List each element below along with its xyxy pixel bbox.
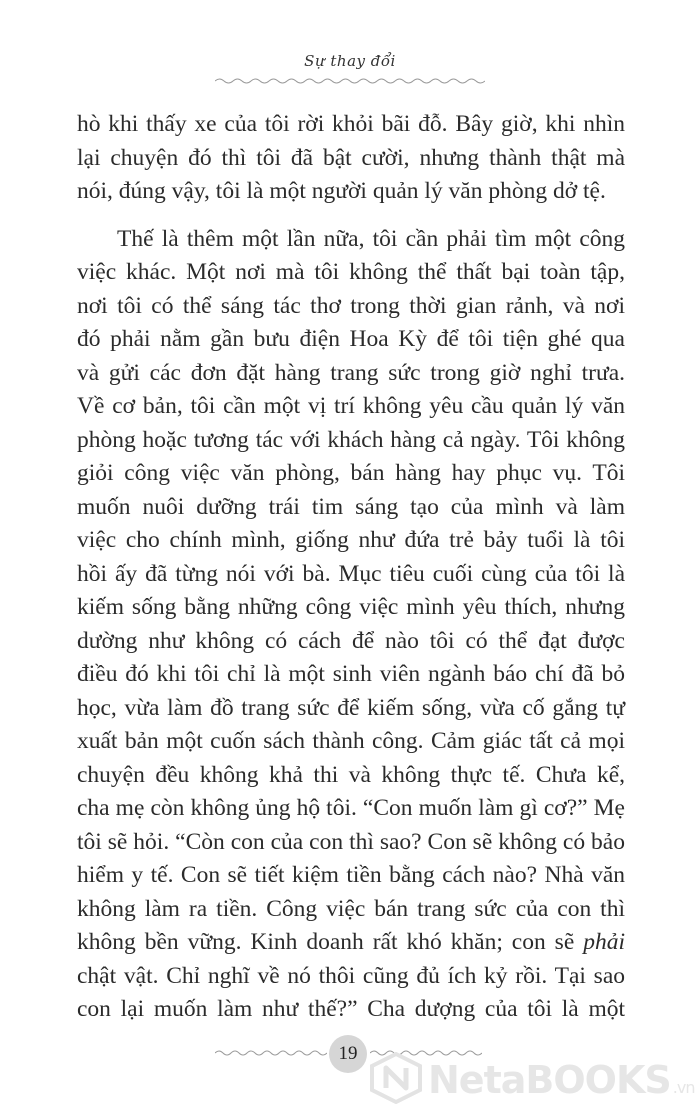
page-number: 19 [329, 1035, 367, 1073]
text-line: việc khác. Một nơi mà tôi không thể thất bại toàn tập, [77, 259, 625, 285]
text-line: chuyện đều không khả thi và không thực tế. Chưa kể, [77, 761, 625, 788]
header-wave-ornament [215, 76, 485, 86]
text-line: việc cho chính mình, giống như đứa trẻ bảy tuổi là tôi [77, 527, 625, 553]
text-line: Thế là thêm một lần nữa, tôi cần phải tìm một công [117, 225, 625, 252]
paragraph-1 [77, 108, 625, 209]
text-segment: không bền vững. Kinh doanh rất khó khăn; con sẽ [77, 929, 575, 955]
text-line: nói, đúng vậy, tôi là một người quản lý văn phòng dở tệ. [77, 178, 606, 204]
text-line: không làm ra tiền. Công việc bán trang sức của con thì [77, 895, 625, 922]
text-line: muốn nuôi dưỡng trái tim sáng tạo của mình và làm [77, 493, 625, 520]
text-line-with-italic [77, 926, 625, 960]
text-line: con lại muốn làm như thế?” Cha dượng của tôi là một [77, 996, 625, 1022]
text-line: tôi sẽ hỏi. “Còn con của con thì sao? Con sẽ không có bảo [77, 828, 625, 855]
running-title: Sự thay đổi [304, 52, 396, 70]
logo-wordmark: NetaBOOKS .vn [428, 1058, 695, 1102]
text-line: hiểm y tế. Con sẽ tiết kiệm tiền bằng cách nào? Nhà văn [77, 862, 625, 888]
text-line: dường như không có cách để nào tôi có thể đạt được [77, 627, 625, 654]
text-line: nơi tôi có thể sáng tác thơ trong thời gian rảnh, và nơi [77, 292, 625, 319]
text-line: giỏi công việc văn phòng, bán hàng hay phục vụ. Tôi [77, 460, 625, 486]
text-line: kiếm sống bằng những công việc mình yêu thích, nhưng [77, 594, 625, 620]
footer-wave-left-ornament [215, 1048, 327, 1058]
text-line: và gửi các đơn đặt hàng trang sức trong giờ nghỉ trưa. [77, 359, 625, 386]
text-line: lại chuyện đó thì tôi đã bật cười, nhưng thành thật mà [77, 144, 625, 171]
text-line: phòng hoặc tương tác với khách hàng cả ngày. Tôi không [77, 426, 625, 453]
text-line: điều đó khi tôi chỉ là một sinh viên ngành báo chí đã bỏ [77, 661, 625, 687]
text-line: chật vật. Chỉ nghĩ về nó thôi cũng đủ ích kỷ rồi. Tại sao [77, 962, 625, 989]
italic-word: phải [583, 929, 625, 955]
text-line: xuất bản một cuốn sách thành công. Cảm giác tất cả mọi [77, 728, 625, 754]
text-line: hò khi thấy xe của tôi rời khỏi bãi đỗ. Bây giờ, khi nhìn [77, 111, 625, 137]
text-line: cha mẹ còn không ủng hộ tôi. “Con muốn làm gì cơ?” Mẹ [77, 795, 625, 821]
body-text [77, 108, 625, 1041]
text-line: Về cơ bản, tôi cần một vị trí không yêu cầu quản lý văn [77, 393, 625, 419]
running-header [0, 52, 700, 71]
watermark-logo [370, 1052, 700, 1112]
text-line: đó phải nằm gần bưu điện Hoa Kỳ để tôi tiện ghé qua [77, 326, 625, 352]
text-line: học, vừa làm đồ trang sức để kiếm sống, vừa cố gắng tự [77, 694, 625, 721]
netabooks-logo-icon [370, 1052, 422, 1104]
text-line: hồi ấy đã từng nói với bà. Mục tiêu cuối cùng của tôi là [77, 560, 625, 587]
paragraph-2 [77, 223, 625, 1027]
